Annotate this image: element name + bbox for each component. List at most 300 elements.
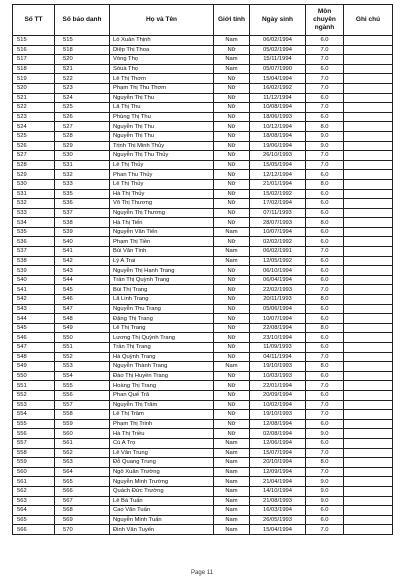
cell-sbd: 540: [55, 237, 110, 247]
cell-score: 8.0: [306, 362, 344, 372]
cell-name: Lý A Trai: [110, 256, 214, 266]
table-row: [13, 343, 393, 353]
cell-stt: 516: [13, 45, 55, 55]
cell-note: [344, 467, 393, 477]
cell-score: 6.0: [306, 419, 344, 429]
table-row: [13, 131, 393, 141]
cell-stt: 532: [13, 199, 55, 209]
cell-note: [344, 218, 393, 228]
cell-name: Phan Thu Thủy: [110, 170, 214, 180]
cell-stt: 538: [13, 256, 55, 266]
cell-score: 7.0: [306, 525, 344, 535]
cell-score: 8.0: [306, 323, 344, 333]
table-row: [13, 438, 393, 448]
table-row: [13, 295, 393, 305]
table-row: [13, 83, 393, 93]
cell-dob: 15/04/1994: [250, 74, 306, 84]
cell-score: 7.0: [306, 400, 344, 410]
cell-sbd: 561: [55, 438, 110, 448]
cell-note: [344, 486, 393, 496]
cell-dob: 21/04/1994: [250, 477, 306, 487]
cell-dob: 22/01/1994: [250, 381, 306, 391]
cell-dob: 05/07/1990: [250, 64, 306, 74]
cell-stt: 566: [13, 525, 55, 535]
cell-score: 7.0: [306, 160, 344, 170]
cell-name: Lương Thị Quỳnh Trang: [110, 333, 214, 343]
cell-score: 6.0: [306, 36, 344, 46]
cell-stt: 555: [13, 419, 55, 429]
cell-dob: 06/02/1991: [250, 247, 306, 257]
cell-dob: 12/06/1994: [250, 438, 306, 448]
cell-score: 6.0: [306, 314, 344, 324]
cell-name: Hà Thị Triều: [110, 429, 214, 439]
cell-score: 7.0: [306, 151, 344, 161]
cell-name: Bùi Văn Tình: [110, 247, 214, 257]
cell-gender: Nữ: [214, 295, 250, 305]
cell-dob: 11/12/1994: [250, 93, 306, 103]
cell-name: Võ Thị Thương: [110, 199, 214, 209]
header-note: Ghi chú: [344, 5, 393, 36]
page-footer: Page 11: [191, 570, 213, 576]
cell-dob: 10/12/1994: [250, 122, 306, 132]
cell-score: 8.0: [306, 458, 344, 468]
cell-gender: Nữ: [214, 93, 250, 103]
cell-note: [344, 477, 393, 487]
cell-stt: 530: [13, 179, 55, 189]
cell-stt: 561: [13, 477, 55, 487]
cell-note: [344, 208, 393, 218]
cell-score: 6.0: [306, 189, 344, 199]
cell-gender: Nữ: [214, 237, 250, 247]
cell-dob: 26/05/1993: [250, 515, 306, 525]
cell-note: [344, 295, 393, 305]
cell-stt: 518: [13, 64, 55, 74]
cell-name: Nguyễn Văn Tiến: [110, 227, 214, 237]
cell-dob: 14/10/1994: [250, 486, 306, 496]
cell-dob: 06/10/1994: [250, 266, 306, 276]
cell-gender: Nữ: [214, 371, 250, 381]
cell-dob: 15/05/1994: [250, 160, 306, 170]
table-row: [13, 266, 393, 276]
cell-gender: Nữ: [214, 160, 250, 170]
table-row: [13, 525, 393, 535]
cell-score: 6.0: [306, 237, 344, 247]
table-row: [13, 362, 393, 372]
table-row: [13, 410, 393, 420]
cell-name: Phùng Thị Thu: [110, 112, 214, 122]
cell-sbd: 542: [55, 256, 110, 266]
table-row: [13, 390, 393, 400]
cell-gender: Nữ: [214, 45, 250, 55]
cell-note: [344, 199, 393, 209]
cell-name: Hà Quỳnh Trang: [110, 352, 214, 362]
cell-score: 6.0: [306, 333, 344, 343]
cell-note: [344, 343, 393, 353]
cell-score: 6.0: [306, 199, 344, 209]
cell-dob: 10/07/1994: [250, 314, 306, 324]
cell-stt: 558: [13, 448, 55, 458]
cell-sbd: 538: [55, 218, 110, 228]
cell-note: [344, 266, 393, 276]
cell-sbd: 544: [55, 275, 110, 285]
table-row: [13, 323, 393, 333]
cell-gender: Nữ: [214, 323, 250, 333]
cell-note: [344, 352, 393, 362]
cell-score: 6.0: [306, 390, 344, 400]
cell-sbd: 530: [55, 151, 110, 161]
cell-gender: Nam: [214, 458, 250, 468]
cell-stt: 543: [13, 304, 55, 314]
table-row: [13, 256, 393, 266]
cell-score: 6.0: [306, 93, 344, 103]
cell-dob: 06/02/1994: [250, 36, 306, 46]
cell-name: Nguyễn Thị Hạnh Trang: [110, 266, 214, 276]
table-row: [13, 314, 393, 324]
cell-stt: 564: [13, 506, 55, 516]
cell-name: Đào Thị Huyền Trang: [110, 371, 214, 381]
cell-stt: 565: [13, 515, 55, 525]
cell-score: 7.0: [306, 448, 344, 458]
cell-gender: Nam: [214, 486, 250, 496]
cell-name: Cù A Trọ: [110, 438, 214, 448]
cell-stt: 535: [13, 227, 55, 237]
cell-gender: Nữ: [214, 419, 250, 429]
cell-name: Diệp Thị Thoa: [110, 45, 214, 55]
table-row: [13, 285, 393, 295]
cell-gender: Nữ: [214, 179, 250, 189]
cell-note: [344, 410, 393, 420]
cell-gender: Nữ: [214, 390, 250, 400]
cell-stt: 540: [13, 275, 55, 285]
cell-name: Nguyễn Thị Thu: [110, 131, 214, 141]
cell-note: [344, 256, 393, 266]
cell-stt: 544: [13, 314, 55, 324]
table-row: [13, 179, 393, 189]
cell-sbd: 567: [55, 496, 110, 506]
header-name: Họ và Tên: [110, 5, 214, 36]
cell-name: Quách Đức Trường: [110, 486, 214, 496]
cell-name: Phan Quế Trâ: [110, 390, 214, 400]
cell-stt: 560: [13, 467, 55, 477]
cell-gender: Nữ: [214, 141, 250, 151]
cell-stt: 533: [13, 208, 55, 218]
cell-sbd: 527: [55, 122, 110, 132]
cell-name: Nguyễn Thị Trâm: [110, 400, 214, 410]
table-row: [13, 45, 393, 55]
cell-score: 8.0: [306, 179, 344, 189]
table-row: [13, 486, 393, 496]
table-row: [13, 275, 393, 285]
table-row: [13, 506, 393, 516]
cell-gender: Nữ: [214, 343, 250, 353]
cell-stt: 556: [13, 429, 55, 439]
cell-note: [344, 103, 393, 113]
cell-dob: 22/02/1993: [250, 285, 306, 295]
cell-stt: 552: [13, 390, 55, 400]
table-row: [13, 227, 393, 237]
cell-name: Sòuà Thọ: [110, 64, 214, 74]
cell-dob: 04/11/1994: [250, 352, 306, 362]
cell-score: 6.0: [306, 64, 344, 74]
cell-gender: Nữ: [214, 285, 250, 295]
cell-score: 6.0: [306, 343, 344, 353]
cell-name: Phạm Thị Trinh: [110, 419, 214, 429]
cell-score: 9.0: [306, 477, 344, 487]
cell-sbd: 520: [55, 55, 110, 65]
cell-sbd: 562: [55, 448, 110, 458]
cell-stt: 520: [13, 83, 55, 93]
cell-score: 6.0: [306, 112, 344, 122]
cell-note: [344, 83, 393, 93]
cell-score: 6.0: [306, 170, 344, 180]
cell-stt: 541: [13, 285, 55, 295]
cell-dob: 20/09/1994: [250, 390, 306, 400]
table-row: [13, 247, 393, 257]
cell-stt: 531: [13, 189, 55, 199]
cell-score: 7.0: [306, 381, 344, 391]
cell-dob: 20/10/1994: [250, 458, 306, 468]
cell-gender: Nam: [214, 496, 250, 506]
cell-dob: 10/03/1993: [250, 371, 306, 381]
cell-dob: 15/02/1992: [250, 189, 306, 199]
cell-dob: 21/08/1993: [250, 496, 306, 506]
cell-stt: 527: [13, 151, 55, 161]
cell-note: [344, 151, 393, 161]
cell-gender: Nữ: [214, 314, 250, 324]
cell-gender: Nữ: [214, 352, 250, 362]
cell-sbd: 570: [55, 525, 110, 535]
cell-sbd: 558: [55, 410, 110, 420]
cell-name: Lò Xuân Thịnh: [110, 36, 214, 46]
cell-name: Ngô Xuân Trường: [110, 467, 214, 477]
cell-score: 9.0: [306, 496, 344, 506]
cell-sbd: 522: [55, 74, 110, 84]
cell-sbd: 554: [55, 371, 110, 381]
cell-note: [344, 438, 393, 448]
cell-stt: 539: [13, 266, 55, 276]
cell-note: [344, 131, 393, 141]
cell-stt: 528: [13, 160, 55, 170]
cell-name: Phạm Thị Thu Thơm: [110, 83, 214, 93]
cell-stt: 536: [13, 237, 55, 247]
cell-sbd: 535: [55, 189, 110, 199]
cell-dob: 15/04/1994: [250, 525, 306, 535]
cell-gender: Nam: [214, 362, 250, 372]
table-row: [13, 515, 393, 525]
cell-score: 7.0: [306, 285, 344, 295]
table-row: [13, 189, 393, 199]
cell-sbd: 566: [55, 486, 110, 496]
cell-stt: 550: [13, 371, 55, 381]
cell-stt: 559: [13, 458, 55, 468]
cell-sbd: 545: [55, 285, 110, 295]
cell-score: 6.0: [306, 266, 344, 276]
cell-note: [344, 458, 393, 468]
cell-sbd: 553: [55, 362, 110, 372]
cell-sbd: 564: [55, 467, 110, 477]
cell-stt: 563: [13, 496, 55, 506]
cell-score: 7.0: [306, 74, 344, 84]
cell-stt: 525: [13, 131, 55, 141]
cell-dob: 20/11/1993: [250, 295, 306, 305]
cell-note: [344, 64, 393, 74]
cell-score: 7.0: [306, 45, 344, 55]
cell-name: Cao Văn Tuấn: [110, 506, 214, 516]
cell-dob: 19/06/1994: [250, 141, 306, 151]
table-row: [13, 208, 393, 218]
cell-sbd: 529: [55, 141, 110, 151]
cell-sbd: 569: [55, 515, 110, 525]
cell-score: 7.0: [306, 467, 344, 477]
cell-name: Hoàng Thị Trang: [110, 381, 214, 391]
cell-dob: 12/08/1994: [250, 419, 306, 429]
table-row: [13, 304, 393, 314]
cell-gender: Nam: [214, 525, 250, 535]
cell-dob: 05/02/1994: [250, 45, 306, 55]
cell-gender: Nam: [214, 515, 250, 525]
cell-name: Lê Thị Trang: [110, 323, 214, 333]
cell-sbd: 559: [55, 419, 110, 429]
cell-note: [344, 419, 393, 429]
cell-dob: 10/08/1994: [250, 103, 306, 113]
cell-note: [344, 170, 393, 180]
table-row: [13, 371, 393, 381]
cell-dob: 12/12/1994: [250, 170, 306, 180]
cell-note: [344, 496, 393, 506]
table-row: [13, 400, 393, 410]
table-row: [13, 55, 393, 65]
cell-sbd: 563: [55, 458, 110, 468]
cell-name: Đỗ Quang Trung: [110, 458, 214, 468]
cell-dob: 22/08/1994: [250, 323, 306, 333]
cell-sbd: 533: [55, 179, 110, 189]
header-sbd: Số báo danh: [55, 5, 110, 36]
cell-gender: Nữ: [214, 151, 250, 161]
cell-gender: Nam: [214, 64, 250, 74]
cell-stt: 534: [13, 218, 55, 228]
cell-name: Lê Thị Trâm: [110, 410, 214, 420]
cell-gender: Nữ: [214, 275, 250, 285]
cell-stt: 551: [13, 381, 55, 391]
cell-note: [344, 333, 393, 343]
cell-dob: 02/02/1992: [250, 237, 306, 247]
cell-note: [344, 74, 393, 84]
cell-note: [344, 160, 393, 170]
cell-stt: 522: [13, 103, 55, 113]
cell-gender: Nữ: [214, 112, 250, 122]
cell-gender: Nữ: [214, 131, 250, 141]
cell-name: Lê Bá Tuấn: [110, 496, 214, 506]
table-row: [13, 218, 393, 228]
cell-note: [344, 189, 393, 199]
table-row: [13, 122, 393, 132]
cell-sbd: 565: [55, 477, 110, 487]
cell-gender: Nam: [214, 506, 250, 516]
header-dob: Ngày sinh: [250, 5, 306, 36]
cell-dob: 06/04/1994: [250, 275, 306, 285]
cell-gender: Nữ: [214, 304, 250, 314]
cell-score: 9.0: [306, 141, 344, 151]
cell-sbd: 526: [55, 112, 110, 122]
cell-stt: 521: [13, 93, 55, 103]
cell-name: Nguyễn Thị Thương: [110, 208, 214, 218]
table-row: [13, 170, 393, 180]
cell-score: 6.0: [306, 371, 344, 381]
cell-sbd: 525: [55, 103, 110, 113]
cell-stt: 549: [13, 362, 55, 372]
cell-score: 6.0: [306, 256, 344, 266]
cell-name: Hà Thị Thủy: [110, 189, 214, 199]
cell-gender: Nữ: [214, 400, 250, 410]
table-row: [13, 112, 393, 122]
cell-dob: 10/07/1994: [250, 227, 306, 237]
cell-sbd: 546: [55, 295, 110, 305]
cell-note: [344, 381, 393, 391]
cell-stt: 546: [13, 333, 55, 343]
table-row: [13, 381, 393, 391]
cell-name: Nguyễn Minh Tuấn: [110, 515, 214, 525]
cell-gender: Nữ: [214, 170, 250, 180]
cell-gender: Nữ: [214, 199, 250, 209]
cell-dob: 16/02/1992: [250, 83, 306, 93]
cell-dob: 26/10/1993: [250, 151, 306, 161]
cell-sbd: 515: [55, 36, 110, 46]
cell-note: [344, 55, 393, 65]
cell-sbd: 521: [55, 64, 110, 74]
cell-note: [344, 429, 393, 439]
cell-sbd: 541: [55, 247, 110, 257]
cell-gender: Nữ: [214, 429, 250, 439]
cell-note: [344, 390, 393, 400]
cell-sbd: 524: [55, 93, 110, 103]
cell-note: [344, 314, 393, 324]
cell-sbd: 537: [55, 208, 110, 218]
cell-dob: 15/11/1994: [250, 55, 306, 65]
cell-score: 6.0: [306, 227, 344, 237]
cell-note: [344, 122, 393, 132]
table-row: [13, 93, 393, 103]
cell-gender: Nữ: [214, 74, 250, 84]
table-row: [13, 333, 393, 343]
cell-dob: 12/09/1994: [250, 467, 306, 477]
cell-note: [344, 448, 393, 458]
cell-name: Lê Thị Thủy: [110, 179, 214, 189]
cell-stt: 545: [13, 323, 55, 333]
cell-score: 8.0: [306, 218, 344, 228]
table-row: [13, 36, 393, 46]
table-row: [13, 458, 393, 468]
cell-note: [344, 45, 393, 55]
cell-dob: 19/10/1993: [250, 362, 306, 372]
cell-gender: Nữ: [214, 410, 250, 420]
cell-name: Nguyễn Thị Thu: [110, 93, 214, 103]
cell-name: Lã Thị Thu: [110, 103, 214, 113]
cell-score: 6.0: [306, 506, 344, 516]
cell-name: Nguyễn Thu Trang: [110, 304, 214, 314]
cell-gender: Nữ: [214, 218, 250, 228]
cell-sbd: 518: [55, 45, 110, 55]
cell-stt: 548: [13, 352, 55, 362]
cell-name: Đinh Văn Tuyến: [110, 525, 214, 535]
cell-gender: Nữ: [214, 266, 250, 276]
header-stt: Số TT: [13, 5, 55, 36]
cell-note: [344, 323, 393, 333]
cell-dob: 02/08/1994: [250, 429, 306, 439]
cell-sbd: 536: [55, 199, 110, 209]
cell-sbd: 539: [55, 227, 110, 237]
cell-sbd: 551: [55, 343, 110, 353]
cell-name: Lê Văn Trung: [110, 448, 214, 458]
